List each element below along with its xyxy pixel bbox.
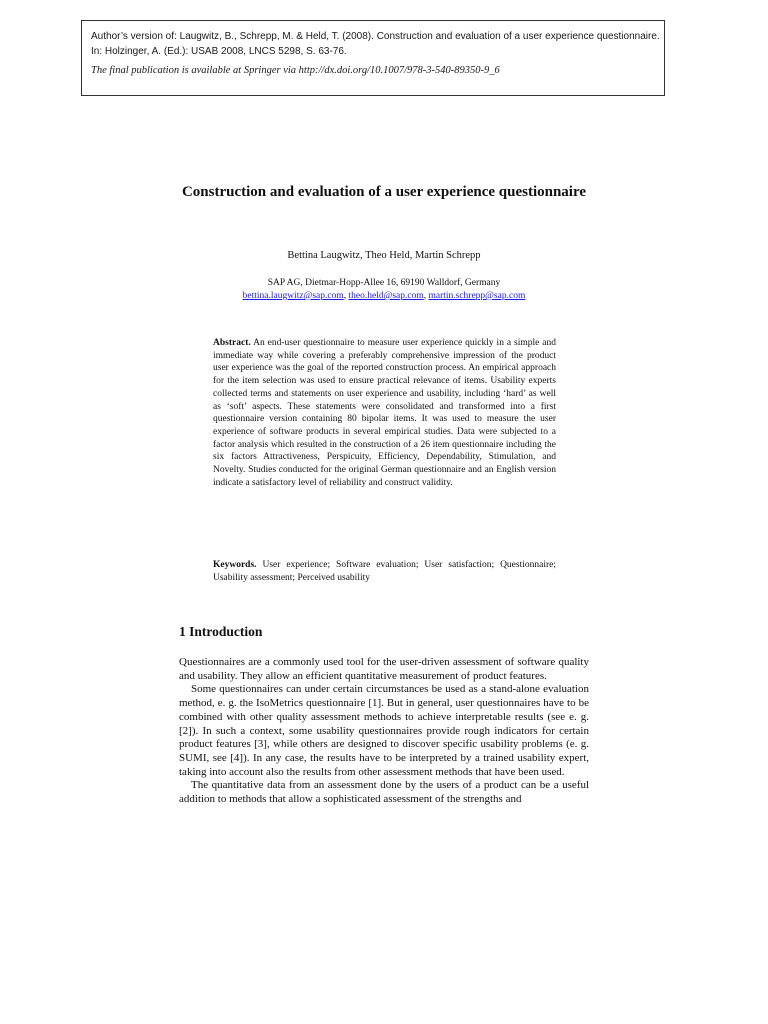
paper-authors: Bettina Laugwitz, Theo Held, Martin Schrepp	[287, 250, 481, 261]
keywords-label: Keywords.	[213, 560, 257, 570]
paper-title: Construction and evaluation of a user experience questionnaire	[181, 184, 587, 200]
body-paragraph: Questionnaires are a commonly used tool for the user-driven assessment of software quality and usability. They allow an efficient quantitative measurement of product features.	[179, 656, 589, 682]
notice-source-line: In: Holzinger, A. (Ed.): USAB 2008, LNCS 5298, S. 63-76.	[91, 46, 347, 57]
abstract-label: Abstract.	[213, 338, 251, 348]
email-link-schrepp[interactable]: martin.schrepp@sap.com	[428, 291, 526, 301]
notice-doi-line: The final publication is available at Springer via http://dx.doi.org/10.1007/978-3-540-89350-9_6	[91, 65, 500, 76]
notice-citation-line: Author’s version of: Laugwitz, B., Schrepp, M. & Held, T. (2008). Construction and evaluation of a user experience questionnaire.	[91, 31, 660, 42]
email-separator: ,	[343, 291, 349, 301]
body-paragraph: The quantitative data from an assessment done by the users of a product can be a useful addition to methods that allow a sophisticated assessment of the strengths and	[179, 779, 589, 806]
introduction-body	[179, 656, 589, 807]
body-paragraph: Some questionnaires can under certain circumstances be used as a stand-alone evaluation method, e. g. the IsoMetrics questionnaire [1]. But in general, user questionnaires have to be combined with other quality assessment methods to achieve interpretable results (see e. g. [2]). In such a context, some usability questionnaires provide rough indicators for certain product features [3], while others are designed to discover specific usability problems (e. g. SUMI, see [4]). In any case, the results have to be interpreted by a trained usability expert, taking into account also the results from other assessment methods that have been used.	[179, 683, 589, 778]
paper-affiliation: SAP AG, Dietmar-Hopp-Allee 16, 69190 Walldorf, Germany	[267, 278, 501, 288]
abstract-text: An end-user questionnaire to measure user experience quickly in a simple and immediate way while covering a preferably comprehensive impression of the product user experience was the goal of the reported construction process. An empirical approach for the item selection was used to ensure practical relevance of items. Usability experts collected terms and statements on user experience and usability, including ‘hard’ as well as ‘soft’ aspects. These statements were consolidated and transformed into a first questionnaire version containing 80 bipolar items. It was used to measure the user experience of software products in several empirical studies. Data were subjected to a factor analysis which resulted in the construction of a 26 item questionnaire including the six factors Attractiveness, Perspicuity, Efficiency, Dependability, Stimulation, and Novelty. Studies conducted for the original German questionnaire and an English version indicate a satisfactory level of reliability and construct validity.	[213, 338, 556, 488]
email-link-laugwitz[interactable]: bettina.laugwitz@sap.com	[242, 291, 344, 301]
email-link-held[interactable]: theo.held@sap.com	[348, 291, 424, 301]
email-separator: ,	[423, 291, 429, 301]
author-version-notice	[81, 20, 665, 96]
author-emails	[150, 290, 618, 303]
abstract	[213, 337, 556, 489]
section-heading-introduction: 1 Introduction	[179, 624, 263, 639]
keywords-text: User experience; Software evaluation; User satisfaction; Questionnaire; Usability assessment; Perceived usability	[213, 560, 556, 583]
keywords	[213, 559, 556, 584]
